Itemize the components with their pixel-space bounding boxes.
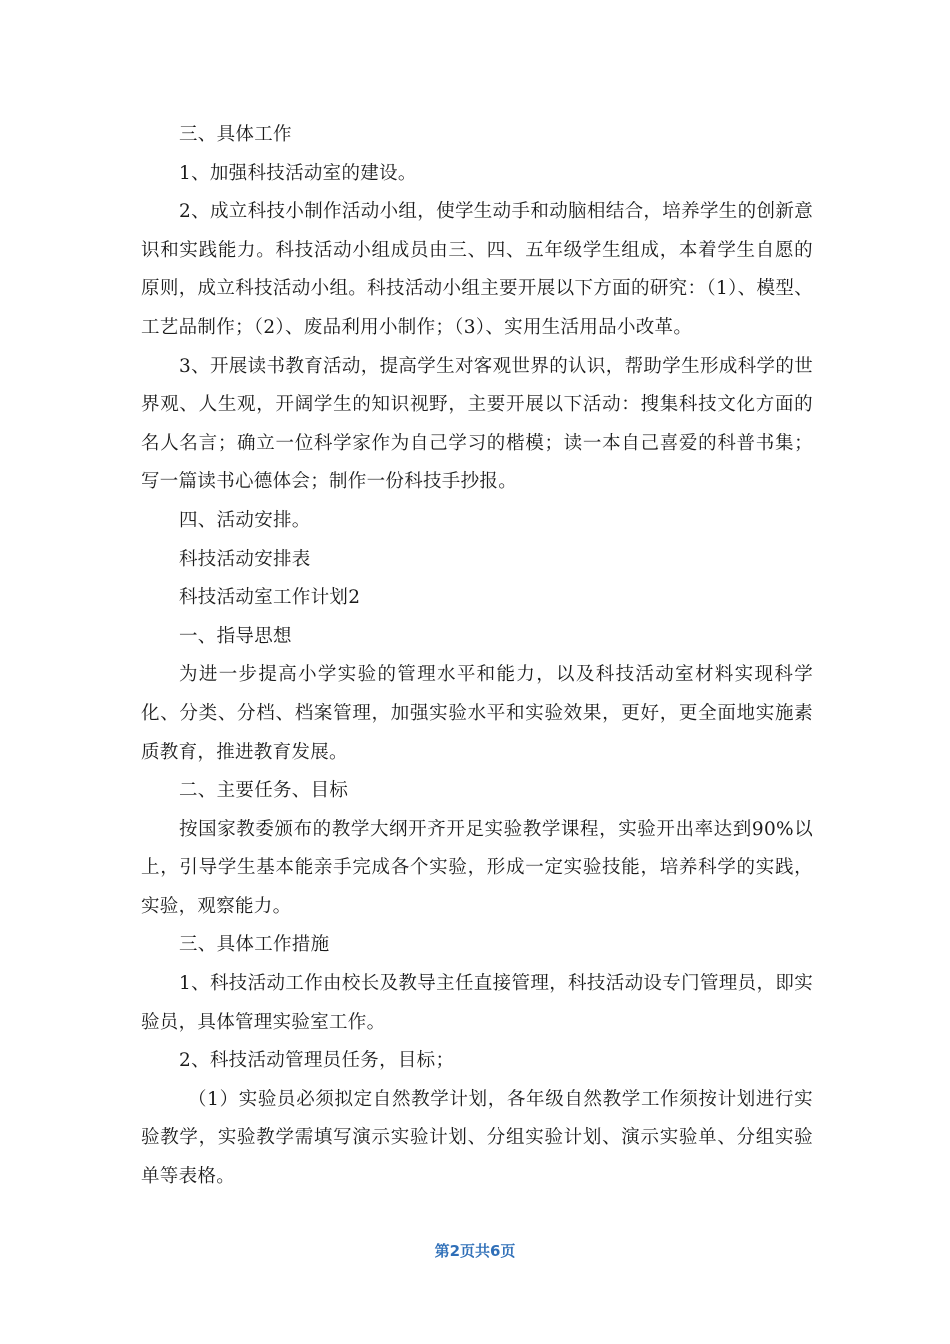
paragraph: （1）实验员必须拟定自然教学计划，各年级自然教学工作须按计划进行实验教学，实验教学需填写演示实验计划、分组实验计划、演示实验单、分组实验单等表格。 bbox=[141, 1088, 813, 1188]
paragraph: 科技活动安排表 bbox=[179, 548, 311, 570]
section-heading: 三、具体工作 bbox=[179, 124, 292, 145]
page-number-footer: 第2页共6页 bbox=[434, 1242, 516, 1260]
paragraph: 3、开展读书教育活动，提高学生对客观世界的认识，帮助学生形成科学的世界观、人生观，开阔学生的知识视野，主要开展以下活动：搜集科技文化方面的名人名言；确立一位科学家作为自己学习的楷模；读一本自己喜爱的科普书集；写一篇读书心德体会；制作一份科技手抄报。 bbox=[141, 355, 813, 493]
paragraph: 1、加强科技活动室的建设。 bbox=[179, 162, 417, 184]
document-body bbox=[141, 116, 813, 1197]
document-title: 科技活动室工作计划2 bbox=[179, 587, 361, 609]
paragraph: 2、科技活动管理员任务，目标； bbox=[179, 1050, 455, 1072]
section-heading: 二、主要任务、目标 bbox=[179, 780, 349, 802]
paragraph: 2、成立科技小制作活动小组，使学生动手和动脑相结合，培养学生的创新意识和实践能力。科技活动小组成员由三、四、五年级学生组成，本着学生自愿的原则，成立科技活动小组。科技活动小组主要开展以下方面的研究：（1）、模型、工艺品制作；（2）、废品利用小制作；（3）、实用生活用品小改革。 bbox=[141, 201, 813, 338]
section-heading: 一、指导思想 bbox=[179, 625, 292, 647]
section-heading: 四、活动安排。 bbox=[179, 509, 311, 531]
paragraph: 为进一步提高小学实验的管理水平和能力，以及科技活动室材料实现科学化、分类、分档、档案管理，加强实验水平和实验效果，更好，更全面地实施素质教育，推进教育发展。 bbox=[141, 664, 813, 763]
paragraph: 按国家教委颁布的教学大纲开齐开足实验教学课程，实验开出率达到90%以上，引导学生基本能亲手完成各个实验，形成一定实验技能，培养科学的实践，实验，观察能力。 bbox=[141, 818, 813, 917]
section-heading: 三、具体工作措施 bbox=[179, 934, 330, 956]
paragraph: 1、科技活动工作由校长及教导主任直接管理，科技活动设专门管理员，即实验员，具体管理实验室工作。 bbox=[141, 973, 813, 1033]
